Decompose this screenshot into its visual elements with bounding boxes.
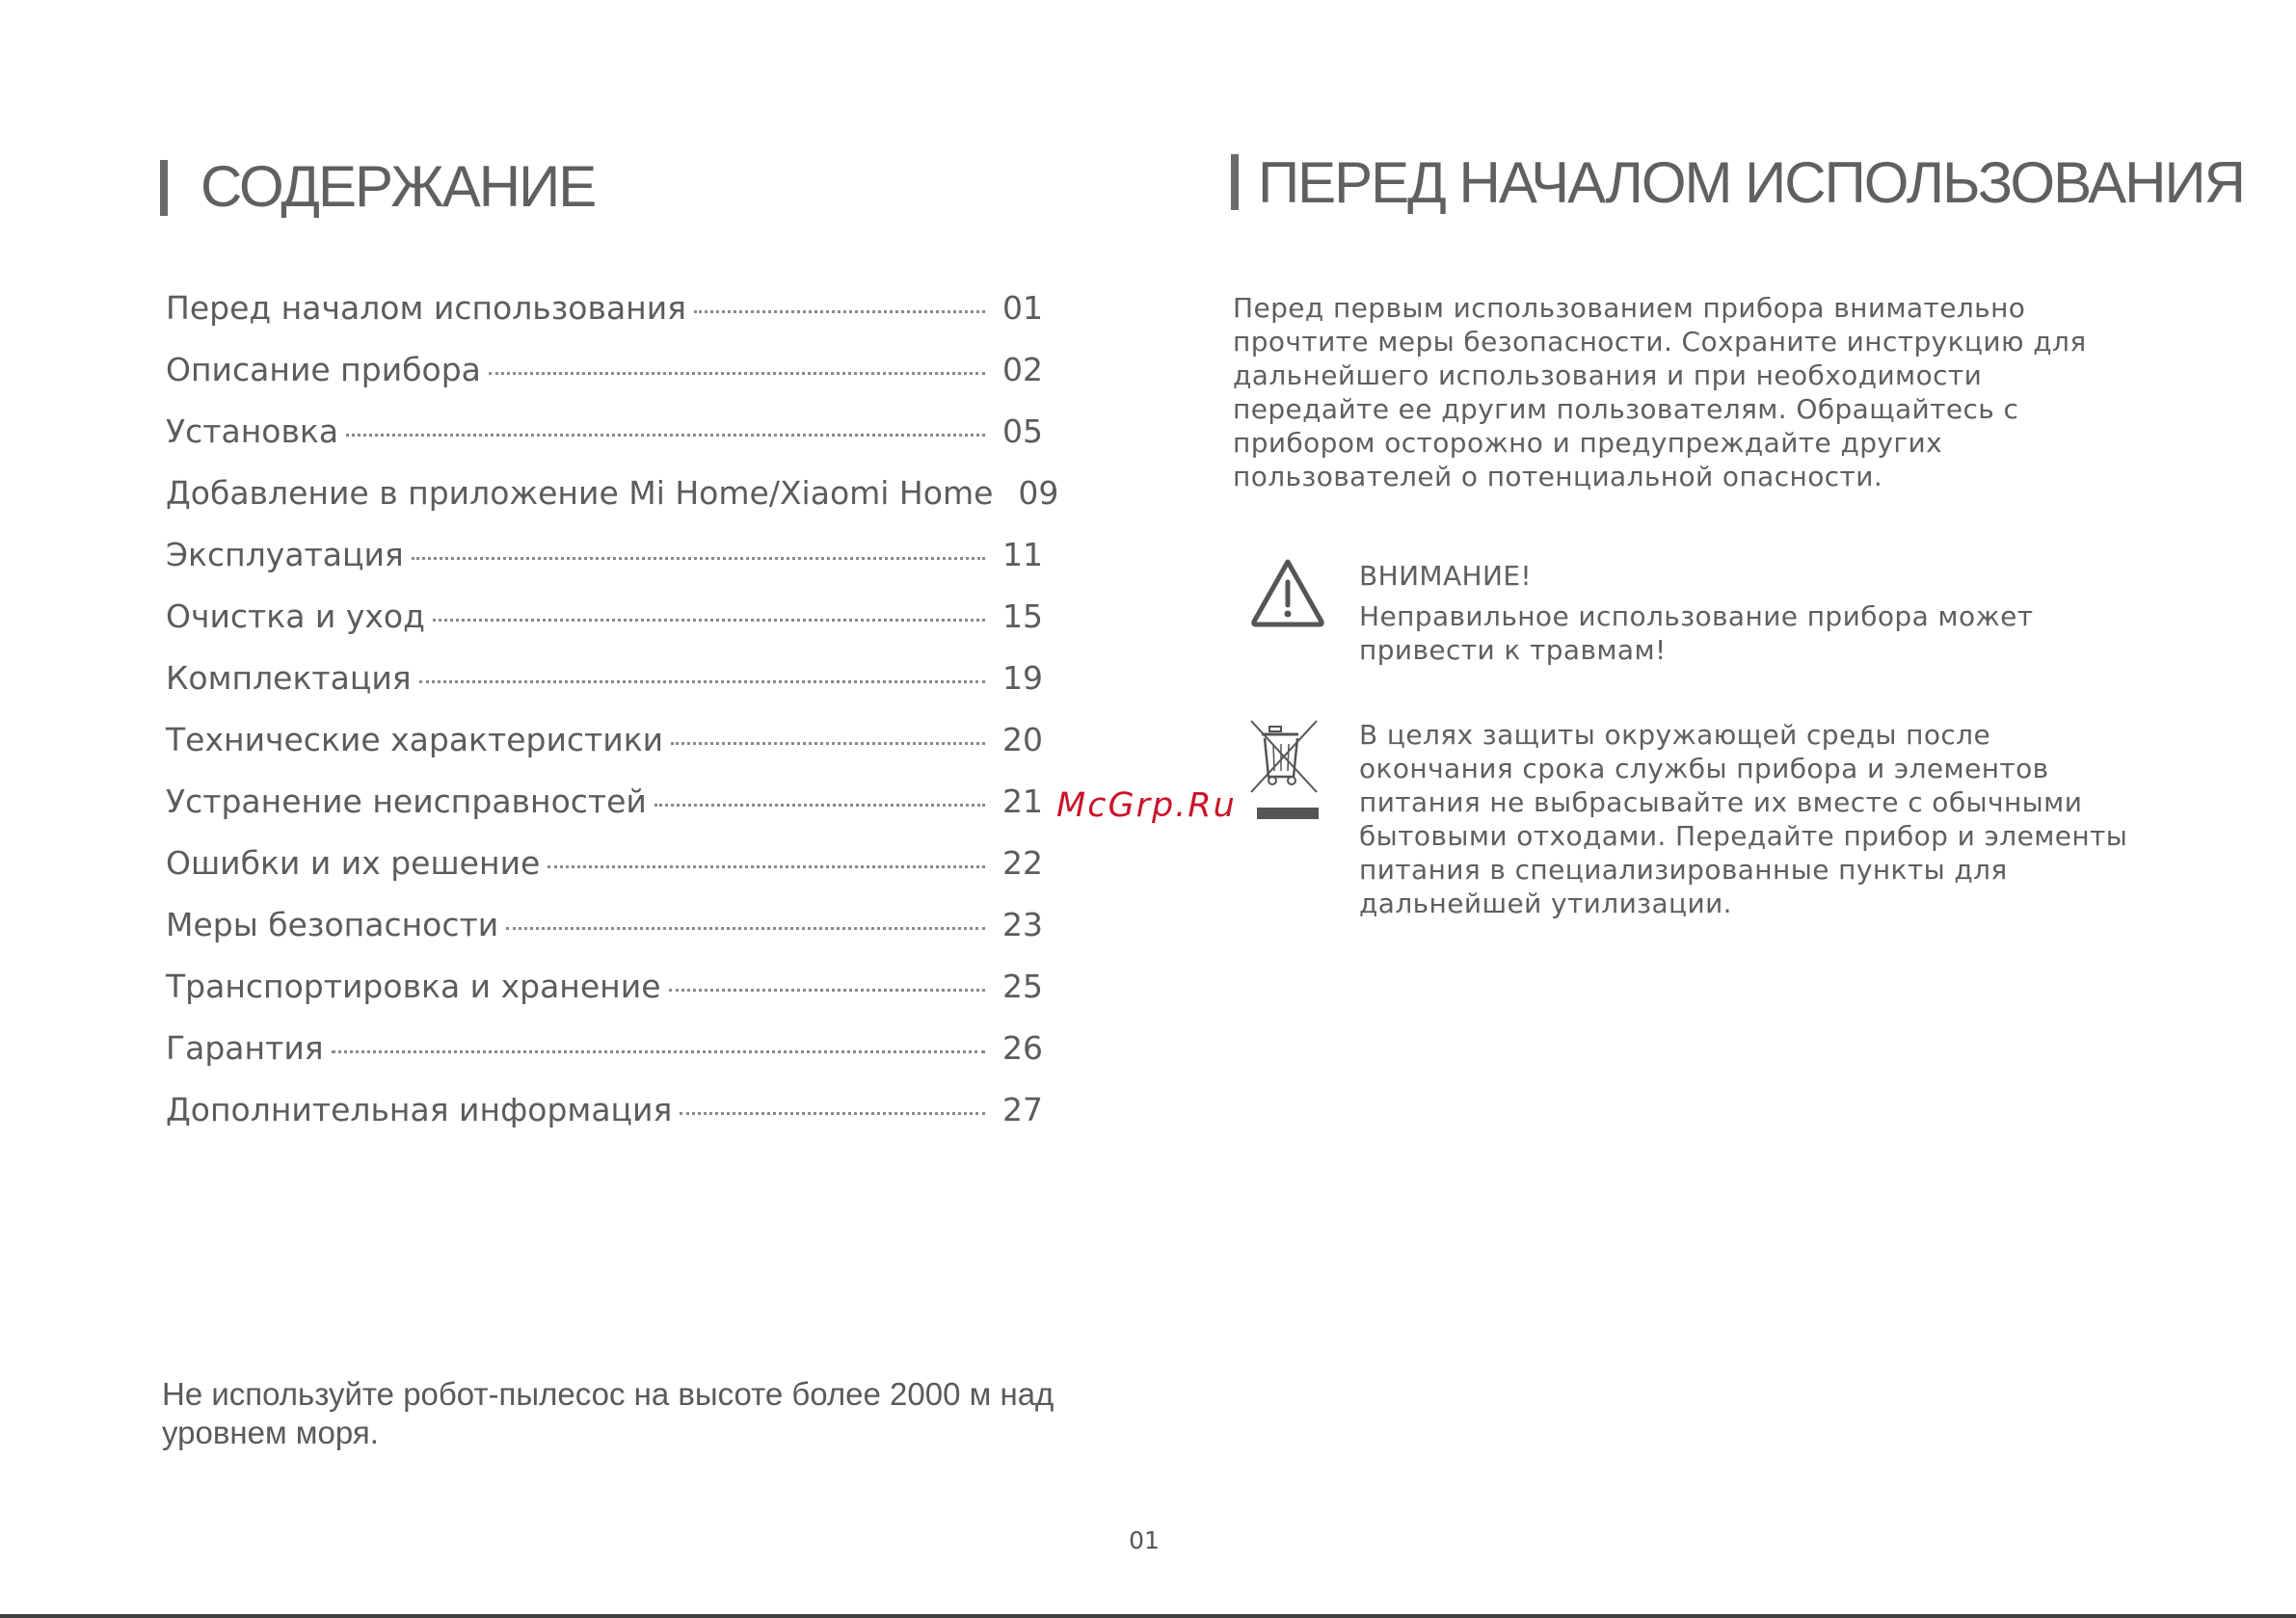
toc-item-page: 09 <box>1018 474 1059 512</box>
toc-item-page: 21 <box>1002 782 1043 820</box>
toc-dot-leader <box>419 680 985 683</box>
toc-dot-leader <box>433 619 985 622</box>
toc-dot-leader <box>412 557 985 560</box>
toc-dot-leader <box>506 927 985 930</box>
toc-item-label: Эксплуатация <box>166 536 404 573</box>
toc-heading-bar <box>160 160 168 216</box>
toc-dot-leader <box>346 434 985 437</box>
toc-dot-leader <box>680 1112 985 1115</box>
toc-item-page: 27 <box>1002 1091 1043 1128</box>
toc-item-label: Дополнительная информация <box>166 1091 673 1128</box>
toc-item[interactable] <box>166 289 1062 351</box>
before-use-intro: Перед первым использованием прибора внимательно прочтите меры безопасности. Сохраните инструкцию для дальнейшего использования и при необходимости передайте ее другим пользователям. Обращайтесь с прибором осторожно и предупреждайте других пользователей о потенциальной опасности. <box>1233 292 2087 492</box>
toc-item-label: Транспортировка и хранение <box>166 968 661 1005</box>
toc-item[interactable] <box>166 597 1062 659</box>
toc-title: СОДЕРЖАНИЕ <box>200 154 596 219</box>
crossed-out-bin-icon <box>1249 719 1319 821</box>
page-number: 01 <box>1129 1526 1160 1554</box>
toc-item[interactable] <box>166 844 1062 906</box>
toc-dot-leader <box>332 1050 985 1053</box>
toc-list <box>166 289 1062 1153</box>
warning-title: ВНИМАНИЕ! <box>1359 560 1533 592</box>
toc-item-page: 19 <box>1002 659 1043 697</box>
toc-item-label: Меры безопасности <box>166 906 499 943</box>
toc-item-label: Перед началом использования <box>166 289 687 327</box>
toc-dot-leader <box>671 742 985 745</box>
toc-item-page: 15 <box>1002 597 1043 635</box>
toc-dot-leader <box>694 310 985 313</box>
toc-item-label: Ошибки и их решение <box>166 844 541 882</box>
toc-item[interactable] <box>166 1029 1062 1091</box>
altitude-note: Не используйте робот-пылесос на высоте более 2000 м над уровнем моря. <box>162 1376 1055 1450</box>
toc-item[interactable] <box>166 351 1062 412</box>
toc-item[interactable] <box>166 536 1062 597</box>
toc-item[interactable] <box>166 659 1062 721</box>
toc-item-page: 02 <box>1002 351 1043 388</box>
toc-item-label: Очистка и уход <box>166 597 425 635</box>
toc-item-label: Добавление в приложение Mi Home/Xiaomi Home <box>166 474 994 512</box>
toc-item-page: 20 <box>1002 721 1043 758</box>
toc-item-label: Комплектация <box>166 659 412 697</box>
toc-dot-leader <box>669 989 986 992</box>
page-bottom-rule <box>0 1614 2296 1618</box>
toc-item[interactable] <box>166 412 1062 474</box>
toc-item-page: 25 <box>1002 968 1043 1005</box>
toc-dot-leader <box>654 804 985 807</box>
toc-item-label: Гарантия <box>166 1029 324 1067</box>
toc-item-label: Описание прибора <box>166 351 481 388</box>
eco-disposal-text: В целях защиты окружающей среды после окончания срока службы прибора и элементов питания не выбрасывайте их вместе с обычными бытовыми отходами. Передайте прибор и элементы питания в специализированные пункты для дальнейшей утилизации. <box>1359 719 2128 919</box>
toc-item-label: Устранение неисправностей <box>166 782 647 820</box>
warning-text: Неправильное использование прибора может привести к травмам! <box>1359 600 2034 666</box>
toc-item[interactable] <box>166 1091 1062 1153</box>
toc-item[interactable] <box>166 782 1062 844</box>
toc-item[interactable] <box>166 721 1062 782</box>
toc-dot-leader <box>547 865 985 868</box>
warning-triangle-icon <box>1249 557 1326 628</box>
toc-item[interactable] <box>166 906 1062 968</box>
toc-item-page: 11 <box>1002 536 1043 573</box>
toc-item-label: Установка <box>166 412 339 450</box>
toc-item-page: 01 <box>1002 289 1043 327</box>
toc-item-page: 05 <box>1002 412 1043 450</box>
before-use-heading-bar <box>1231 154 1239 210</box>
toc-item[interactable] <box>166 968 1062 1029</box>
toc-item-page: 22 <box>1002 844 1043 882</box>
before-use-title: ПЕРЕД НАЧАЛОМ ИСПОЛЬЗОВАНИЯ <box>1258 150 2244 215</box>
watermark: McGrp.Ru <box>1056 786 1237 825</box>
toc-item-label: Технические характеристики <box>166 721 664 758</box>
toc-item-page: 23 <box>1002 906 1043 943</box>
toc-item[interactable] <box>166 474 1062 536</box>
toc-item-page: 26 <box>1002 1029 1043 1067</box>
toc-dot-leader <box>489 372 985 375</box>
